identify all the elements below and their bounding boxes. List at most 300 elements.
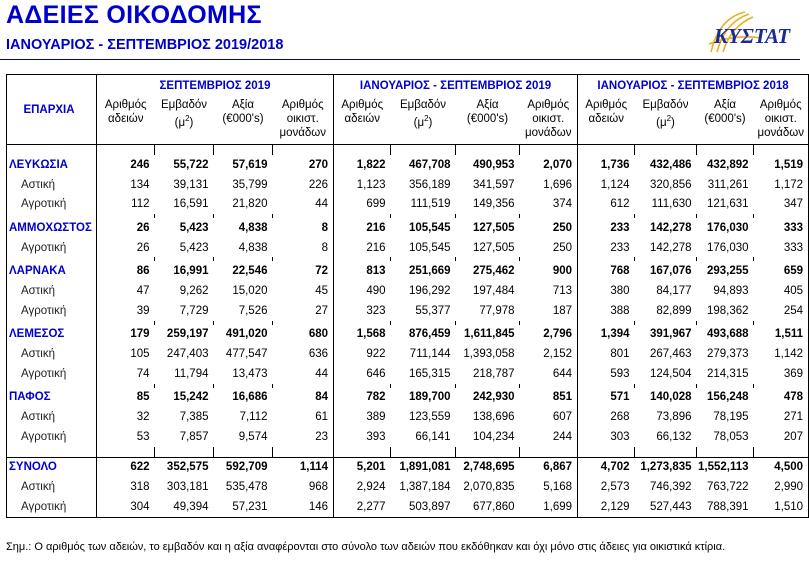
table-cell: 250 (520, 218, 578, 238)
column-header-value (456, 96, 520, 145)
table-cell: 16,591 (173, 198, 209, 211)
column-header-value (214, 96, 273, 145)
row-label: Αστική (7, 175, 97, 195)
table-cell: 26 (136, 241, 150, 254)
column-header-text: Εμβαδόν (642, 99, 689, 111)
column-header-text: Αριθμός (341, 99, 384, 111)
table-cell: 405 (754, 281, 809, 301)
table-cell: 369 (754, 364, 809, 384)
table-cell: 636 (273, 344, 334, 364)
column-header-text: μονάδων (524, 127, 572, 139)
table-cell: 198,362 (706, 304, 749, 317)
table-cell: 2,277 (334, 497, 391, 517)
table-cell: 922 (366, 348, 386, 361)
table-cell: 179 (130, 328, 150, 341)
table-cell: 44 (273, 364, 334, 384)
district-row (7, 218, 809, 238)
table-cell: 2,748,695 (456, 457, 520, 477)
table-cell: 275,462 (472, 265, 515, 278)
table-cell: 432,486 (649, 158, 692, 171)
column-header-dwellings (273, 96, 334, 145)
table-cell: 53 (136, 430, 150, 443)
area-unit: (μ (656, 116, 667, 129)
table-cell: 176,030 (706, 241, 749, 254)
table-cell: 333 (754, 218, 809, 238)
table-cell: 432,892 (706, 158, 749, 171)
sub-row (7, 238, 809, 258)
table-cell: 23 (273, 427, 334, 447)
group-header-sep-2019: ΣΕΠΤΕΜΒΡΙΟΣ 2019 (97, 75, 334, 97)
row-label: Αγροτική (7, 194, 97, 214)
column-header-permits (334, 96, 391, 145)
table-cell: 267,463 (649, 348, 692, 361)
row-label: Αστική (7, 281, 97, 301)
table-cell: 112 (131, 198, 150, 211)
table-cell: 242,930 (472, 391, 515, 404)
table-cell: 467,708 (408, 158, 451, 171)
table-cell: 251,669 (408, 265, 451, 278)
area-unit-sup: 2 (424, 114, 429, 123)
column-header-text: Αριθμός (281, 99, 324, 111)
table-cell: 279,373 (706, 348, 749, 361)
table-cell: 1,394 (600, 328, 630, 341)
column-header-area (635, 96, 697, 145)
table-cell: 4,838 (238, 221, 268, 234)
table-cell: 1,519 (754, 155, 809, 175)
table-cell: 2,152 (520, 344, 578, 364)
row-label: ΣΥΝΟΛΟ (7, 457, 97, 477)
table-cell: 1,124 (600, 178, 630, 191)
cystat-logo (705, 8, 797, 54)
sub-row (7, 427, 809, 447)
table-cell: 187 (520, 301, 578, 321)
table-cell: 94,893 (713, 284, 749, 297)
cystat-logo-graphic (705, 8, 797, 54)
table-cell: 2,129 (578, 497, 635, 517)
table-cell: 699 (366, 198, 386, 211)
row-label: ΛΕΜΕΣΟΣ (7, 325, 97, 345)
table-cell: 303,181 (166, 481, 209, 494)
table-cell: 74 (136, 367, 150, 380)
table-cell: 49,394 (155, 497, 214, 517)
column-header-text: οικιστ. (286, 113, 319, 125)
table-body (7, 145, 809, 518)
column-header-text: αδειών (588, 113, 624, 125)
row-label: Αστική (7, 344, 97, 364)
table-cell: 39,131 (173, 178, 209, 191)
table-cell: 142,278 (649, 241, 692, 254)
table-cell: 5,201 (334, 457, 391, 477)
table-cell: 851 (520, 388, 578, 408)
column-header-permits (97, 96, 155, 145)
table-cell: 259,197 (166, 328, 209, 341)
area-unit-close: ) (671, 116, 675, 129)
table-cell: 612 (610, 198, 630, 211)
table-cell: 713 (520, 281, 578, 301)
sub-row (7, 344, 809, 364)
table-cell: 1,273,835 (635, 457, 697, 477)
table-cell: 55,377 (415, 304, 451, 317)
table-cell: 7,729 (179, 304, 209, 317)
table-cell: 111,630 (651, 198, 692, 211)
table-cell: 1,568 (356, 328, 386, 341)
table-cell: 134 (130, 178, 150, 191)
table-cell: 127,505 (472, 221, 515, 234)
table-cell: 27 (273, 301, 334, 321)
table-cell: 389 (366, 411, 386, 424)
table-cell: 84,177 (656, 284, 692, 297)
table-cell: 78,053 (713, 430, 749, 443)
table-cell: 176,030 (706, 221, 749, 234)
footnote: Σημ.: Ο αριθμός των αδειών, το εμβαδόν και η αξία αναφέρονται στο σύνολο των αδειών που εκδόθηκαν και όχι μόνο στις άδειες για οικιστικά κτίρια. (6, 541, 726, 553)
table-cell: 1,822 (356, 158, 386, 171)
table-cell: 57,231 (214, 497, 273, 517)
table-cell: 644 (520, 364, 578, 384)
table-cell: 8 (273, 218, 334, 238)
table-cell: 711,144 (409, 348, 451, 361)
table-cell: 7,857 (179, 430, 209, 443)
table-cell: 491,020 (225, 328, 268, 341)
column-header-text: οικιστ. (764, 113, 797, 125)
column-header-text: (€000's) (466, 113, 509, 125)
logo-text: ΚΥΣΤΑΤ (714, 24, 791, 48)
table-cell: 2,573 (600, 481, 630, 494)
table-cell: 677,860 (456, 497, 520, 517)
column-header-text: Αριθμός (585, 99, 628, 111)
table-cell: 73,896 (656, 411, 692, 424)
table-cell: 15,242 (173, 391, 209, 404)
table-cell: 77,978 (479, 304, 515, 317)
district-row (7, 325, 809, 345)
table-cell: 124,504 (649, 367, 692, 380)
table-cell: 146 (273, 497, 334, 517)
table-cell: 2,990 (754, 477, 809, 497)
table-cell: 233 (610, 221, 630, 234)
area-unit: (μ (413, 116, 425, 129)
table-cell: 39 (136, 304, 150, 317)
table-cell: 1,552,113 (697, 457, 754, 477)
table-cell: 233 (610, 241, 630, 254)
table-cell: 13,473 (232, 367, 268, 380)
row-label: Αστική (7, 407, 97, 427)
table-cell: 622 (97, 457, 155, 477)
table-cell: 320,856 (649, 178, 692, 191)
table-cell: 304 (97, 497, 155, 517)
table-cell: 2,070 (520, 155, 578, 175)
table-cell: 763,722 (706, 481, 749, 494)
row-label: Αγροτική (7, 301, 97, 321)
table-cell: 503,897 (391, 497, 456, 517)
table-cell: 535,478 (225, 481, 268, 494)
table-cell: 271 (754, 407, 809, 427)
table-cell: 197,484 (472, 284, 515, 297)
column-header-dwellings (754, 96, 809, 145)
table-cell: 493,688 (706, 328, 749, 341)
table-cell: 1,891,081 (391, 457, 456, 477)
table-cell: 968 (273, 477, 334, 497)
row-label: Αστική (7, 477, 97, 497)
area-unit-sup: 2 (666, 114, 672, 123)
table-cell: 66,132 (656, 430, 692, 443)
table-cell: 352,575 (155, 457, 214, 477)
table-cell: 26 (136, 221, 150, 234)
table-cell: 333 (754, 238, 809, 258)
table-cell: 356,189 (408, 178, 451, 191)
area-unit-close: ) (428, 116, 433, 129)
table-cell: 2,796 (520, 325, 578, 345)
table-cell: 876,459 (408, 328, 451, 341)
row-header: ΕΠΑΡΧΙΑ (7, 75, 97, 145)
table-cell: 1,611,845 (463, 328, 515, 341)
permits-table (6, 74, 809, 518)
sub-row (7, 497, 809, 517)
column-header-row (7, 96, 809, 145)
table-cell: 393 (366, 430, 386, 443)
row-label: ΛΕΥΚΩΣΙΑ (7, 155, 97, 175)
table-cell: 1,172 (754, 175, 809, 195)
table-cell: 659 (754, 261, 809, 281)
table-cell: 7,526 (238, 304, 268, 317)
table-cell: 44 (273, 194, 334, 214)
table-cell: 6,867 (520, 457, 578, 477)
table-cell: 527,443 (635, 497, 697, 517)
area-unit: (μ (174, 116, 186, 129)
table-cell: 1,387,184 (399, 481, 451, 494)
table-cell: 900 (520, 261, 578, 281)
table-cell: 5,423 (179, 241, 209, 254)
table-cell: 16,686 (232, 391, 268, 404)
table-cell: 388 (610, 304, 630, 317)
table-cell: 156,248 (706, 391, 749, 404)
table-cell: 105 (130, 348, 150, 361)
header-rule (0, 59, 800, 60)
table-cell: 140,028 (649, 391, 692, 404)
column-header-text: αδειών (344, 113, 380, 125)
table-cell: 1,123 (356, 178, 386, 191)
table-cell: 85 (136, 391, 150, 404)
column-header-text: Αριθμός (104, 99, 147, 111)
sub-row (7, 194, 809, 214)
table-cell: 270 (273, 155, 334, 175)
table-cell: 216 (366, 221, 386, 234)
table-cell: 746,392 (649, 481, 692, 494)
row-label: ΛΑΡΝΑΚΑ (7, 261, 97, 281)
spacer-row (7, 145, 809, 156)
sub-row (7, 477, 809, 497)
table-cell: 571 (610, 391, 630, 404)
table-cell: 1,736 (600, 158, 630, 171)
table-cell: 165,315 (408, 367, 451, 380)
table-cell: 380 (610, 284, 630, 297)
sub-row (7, 407, 809, 427)
table-cell: 104,234 (472, 430, 515, 443)
table-cell: 189,700 (408, 391, 451, 404)
table-cell: 293,255 (706, 265, 749, 278)
column-header-area (155, 96, 214, 145)
sub-row (7, 301, 809, 321)
column-header-text: Αριθμός (759, 99, 802, 111)
table-cell: 21,820 (232, 198, 268, 211)
table-cell: 788,391 (697, 497, 754, 517)
table-cell: 216 (366, 241, 386, 254)
table-cell: 1,393,058 (463, 348, 515, 361)
column-header-text: μονάδων (279, 127, 327, 139)
table-cell: 84 (273, 388, 334, 408)
column-header-value (697, 96, 754, 145)
page-title: ΑΔΕΙΕΣ ΟΙΚΟΔΟΜΗΣ (6, 1, 262, 29)
column-header-text: Αριθμός (527, 99, 570, 111)
table-cell: 226 (273, 175, 334, 195)
table-cell: 391,967 (649, 328, 692, 341)
table-cell: 477,547 (225, 348, 268, 361)
table-cell: 268 (610, 411, 630, 424)
table-cell: 4,500 (754, 457, 809, 477)
table-cell: 607 (520, 407, 578, 427)
table-cell: 593 (610, 367, 630, 380)
table-cell: 55,722 (173, 158, 209, 171)
group-header-jan-sep-2019: ΙΑΝΟΥΑΡΙΟΣ - ΣΕΠΤΕΜΒΡΙΟΣ 2019 (334, 75, 578, 97)
column-header-text: Αξία (231, 99, 255, 111)
table-cell: 57,619 (232, 158, 268, 171)
row-label: ΑΜΜΟΧΩΣΤΟΣ (7, 218, 97, 238)
table-cell: 35,799 (232, 178, 268, 191)
table-cell: 207 (754, 427, 809, 447)
district-row (7, 457, 809, 477)
area-unit-sup: 2 (185, 114, 190, 123)
table-cell: 214,315 (706, 367, 749, 380)
table-cell: 801 (610, 348, 630, 361)
column-header-text: μονάδων (757, 127, 805, 139)
table-cell: 247,403 (166, 348, 209, 361)
page-subtitle: ΙΑΝΟΥΑΡΙΟΣ - ΣΕΠΤΕΜΒΡΙΟΣ 2019/2018 (6, 37, 284, 53)
row-label: Αγροτική (7, 497, 97, 517)
table-cell: 82,899 (656, 304, 692, 317)
table-cell: 127,505 (472, 241, 515, 254)
column-header-text: Αξία (476, 99, 499, 111)
table-cell: 1,696 (520, 175, 578, 195)
table-cell: 311,261 (707, 178, 749, 191)
table-cell: 250 (520, 238, 578, 258)
table-cell: 2,070,835 (463, 481, 515, 494)
table-cell: 123,559 (408, 411, 451, 424)
table-cell: 646 (366, 367, 386, 380)
table-cell: 1,114 (273, 457, 334, 477)
table-cell: 138,696 (472, 411, 515, 424)
table-cell: 32 (136, 411, 150, 424)
table-cell: 86 (136, 265, 150, 278)
table-cell: 490,953 (472, 158, 515, 171)
table-cell: 16,991 (173, 265, 209, 278)
table-cell: 4,702 (578, 457, 635, 477)
table-cell: 813 (366, 265, 386, 278)
column-header-text: Εμβαδόν (160, 99, 208, 111)
column-header-text: Αξία (714, 99, 737, 111)
table-cell: 7,112 (239, 411, 268, 424)
table-cell: 111,519 (410, 198, 451, 211)
table-cell: 318 (130, 481, 150, 494)
table-cell: 5,423 (179, 221, 209, 234)
table-cell: 47 (136, 284, 150, 297)
area-unit-close: ) (189, 116, 194, 129)
district-row (7, 388, 809, 408)
sub-row (7, 364, 809, 384)
column-header-text: (€000's) (704, 113, 746, 125)
column-header-text: (€000's) (222, 113, 264, 125)
table-cell: 66,141 (415, 430, 451, 443)
table-cell: 45 (273, 281, 334, 301)
table-cell: 768 (610, 265, 630, 278)
district-row (7, 155, 809, 175)
table-cell: 11,794 (174, 367, 209, 380)
table-cell: 196,292 (408, 284, 451, 297)
table-cell: 142,278 (649, 221, 692, 234)
table-cell: 303 (610, 430, 630, 443)
table-cell: 9,574 (238, 430, 268, 443)
column-header-area (391, 96, 456, 145)
table-cell: 4,838 (238, 241, 268, 254)
table-cell: 2,924 (356, 481, 386, 494)
column-header-text: Εμβαδόν (399, 99, 447, 111)
table-cell: 347 (754, 194, 809, 214)
district-row (7, 261, 809, 281)
table-cell: 72 (273, 261, 334, 281)
table-cell: 1,699 (520, 497, 578, 517)
table-cell: 105,545 (408, 221, 451, 234)
table-cell: 22,546 (232, 265, 268, 278)
group-header-row (7, 75, 809, 97)
table-cell: 8 (273, 238, 334, 258)
spacer-row (7, 447, 809, 458)
column-header-dwellings (520, 96, 578, 145)
table-cell: 1,142 (754, 344, 809, 364)
table-cell: 15,020 (232, 284, 268, 297)
table-cell: 1,510 (754, 497, 809, 517)
table-cell: 592,709 (214, 457, 273, 477)
row-label: ΠΑΦΟΣ (7, 388, 97, 408)
table-cell: 9,262 (179, 284, 209, 297)
table-cell: 244 (520, 427, 578, 447)
group-header-jan-sep-2018: ΙΑΝΟΥΑΡΙΟΣ - ΣΕΠΤΕΜΒΡΙΟΣ 2018 (578, 75, 809, 97)
table-cell: 246 (130, 158, 150, 171)
table-cell: 121,631 (706, 198, 749, 211)
table-cell: 1,511 (754, 325, 809, 345)
table-cell: 478 (754, 388, 809, 408)
table-cell: 218,787 (472, 367, 515, 380)
table-cell: 149,356 (472, 198, 515, 211)
row-label: Αγροτική (7, 364, 97, 384)
row-label: Αγροτική (7, 238, 97, 258)
row-label: Αγροτική (7, 427, 97, 447)
table-cell: 782 (366, 391, 386, 404)
table-cell: 7,385 (179, 411, 209, 424)
table-cell: 167,076 (649, 265, 692, 278)
table-cell: 5,168 (520, 477, 578, 497)
table-cell: 61 (273, 407, 334, 427)
column-header-text: οικιστ. (532, 113, 565, 125)
column-header-permits (578, 96, 635, 145)
table-cell: 323 (366, 304, 386, 317)
table-cell: 490 (366, 284, 386, 297)
table-cell: 78,195 (713, 411, 749, 424)
table-cell: 105,545 (408, 241, 451, 254)
table-cell: 254 (754, 301, 809, 321)
column-header-text: αδειών (108, 113, 144, 125)
table-cell: 341,597 (472, 178, 515, 191)
sub-row (7, 175, 809, 195)
table-cell: 374 (520, 194, 578, 214)
table-cell: 680 (273, 325, 334, 345)
sub-row (7, 281, 809, 301)
